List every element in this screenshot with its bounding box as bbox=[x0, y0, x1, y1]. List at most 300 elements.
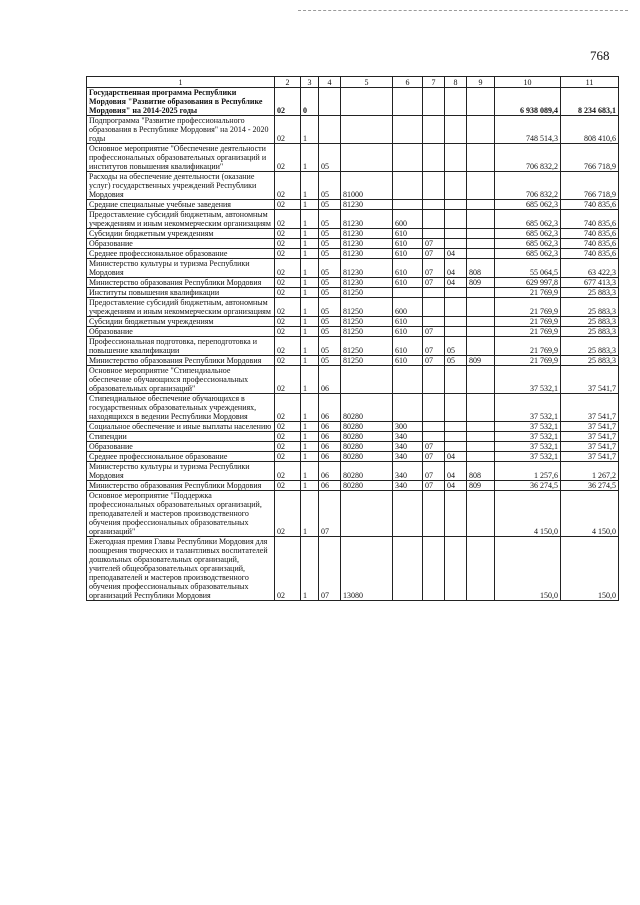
subprogram-cell: 1 bbox=[301, 481, 319, 491]
expense-type-cell bbox=[393, 172, 423, 200]
subprogram-cell: 1 bbox=[301, 537, 319, 601]
section-cell: 07 bbox=[423, 278, 445, 288]
subsection-cell: 04 bbox=[445, 249, 467, 259]
expense-type-cell bbox=[393, 116, 423, 144]
row-name-cell: Среднее профессиональное образование bbox=[87, 249, 275, 259]
ministry-code-cell: 02 bbox=[275, 288, 301, 298]
table-row bbox=[87, 452, 619, 462]
column-header-11: 11 bbox=[561, 77, 619, 88]
amount-2019-cell: 6 938 089,4 bbox=[495, 88, 561, 116]
direction-cell: 80280 bbox=[341, 481, 393, 491]
activity-cell: 05 bbox=[319, 327, 341, 337]
subprogram-cell: 1 bbox=[301, 116, 319, 144]
column-header-1: 1 bbox=[87, 77, 275, 88]
grbs-cell bbox=[467, 537, 495, 601]
grbs-cell bbox=[467, 249, 495, 259]
subsection-cell bbox=[445, 432, 467, 442]
direction-cell: 80280 bbox=[341, 452, 393, 462]
amount-2020-cell: 37 541,7 bbox=[561, 422, 619, 432]
subsection-cell bbox=[445, 210, 467, 229]
amount-2019-cell: 150,0 bbox=[495, 537, 561, 601]
column-header-10: 10 bbox=[495, 77, 561, 88]
direction-cell: 80280 bbox=[341, 432, 393, 442]
amount-2020-cell: 37 541,7 bbox=[561, 452, 619, 462]
table-row bbox=[87, 317, 619, 327]
subprogram-cell: 1 bbox=[301, 422, 319, 432]
expense-type-cell: 610 bbox=[393, 317, 423, 327]
ministry-code-cell: 02 bbox=[275, 298, 301, 317]
grbs-cell: 809 bbox=[467, 481, 495, 491]
amount-2019-cell: 685 062,3 bbox=[495, 229, 561, 239]
table-row bbox=[87, 442, 619, 452]
amount-2020-cell: 25 883,3 bbox=[561, 298, 619, 317]
amount-2019-cell: 4 150,0 bbox=[495, 491, 561, 537]
activity-cell: 05 bbox=[319, 229, 341, 239]
ministry-code-cell: 02 bbox=[275, 537, 301, 601]
table-row bbox=[87, 337, 619, 356]
activity-cell: 06 bbox=[319, 442, 341, 452]
section-cell: 07 bbox=[423, 259, 445, 278]
expense-type-cell bbox=[393, 537, 423, 601]
table-row bbox=[87, 432, 619, 442]
section-cell: 07 bbox=[423, 442, 445, 452]
row-name-cell: Образование bbox=[87, 327, 275, 337]
amount-2020-cell: 37 541,7 bbox=[561, 366, 619, 394]
amount-2019-cell: 37 532,1 bbox=[495, 442, 561, 452]
table-row bbox=[87, 537, 619, 601]
activity-cell: 05 bbox=[319, 200, 341, 210]
table-row bbox=[87, 88, 619, 116]
direction-cell: 81250 bbox=[341, 337, 393, 356]
ministry-code-cell: 02 bbox=[275, 116, 301, 144]
direction-cell: 81250 bbox=[341, 288, 393, 298]
row-name-cell: Средние специальные учебные заведения bbox=[87, 200, 275, 210]
direction-cell bbox=[341, 491, 393, 537]
activity-cell: 07 bbox=[319, 491, 341, 537]
direction-cell bbox=[341, 116, 393, 144]
direction-cell: 81230 bbox=[341, 259, 393, 278]
subprogram-cell: 1 bbox=[301, 317, 319, 327]
activity-cell: 05 bbox=[319, 249, 341, 259]
subsection-cell bbox=[445, 88, 467, 116]
expense-type-cell: 610 bbox=[393, 239, 423, 249]
row-name-cell: Образование bbox=[87, 442, 275, 452]
expense-type-cell: 610 bbox=[393, 229, 423, 239]
amount-2020-cell: 677 413,3 bbox=[561, 278, 619, 288]
grbs-cell bbox=[467, 422, 495, 432]
grbs-cell bbox=[467, 200, 495, 210]
subsection-cell: 04 bbox=[445, 278, 467, 288]
grbs-cell: 809 bbox=[467, 278, 495, 288]
subsection-cell bbox=[445, 172, 467, 200]
amount-2020-cell: 740 835,6 bbox=[561, 210, 619, 229]
ministry-code-cell: 02 bbox=[275, 249, 301, 259]
section-cell: 07 bbox=[423, 327, 445, 337]
amount-2020-cell: 63 422,3 bbox=[561, 259, 619, 278]
column-header-2: 2 bbox=[275, 77, 301, 88]
subprogram-cell: 1 bbox=[301, 229, 319, 239]
expense-type-cell bbox=[393, 144, 423, 172]
amount-2019-cell: 706 832,2 bbox=[495, 172, 561, 200]
activity-cell: 05 bbox=[319, 210, 341, 229]
amount-2019-cell: 685 062,3 bbox=[495, 239, 561, 249]
direction-cell bbox=[341, 88, 393, 116]
row-name-cell: Образование bbox=[87, 239, 275, 249]
row-name-cell: Основное мероприятие "Обеспечение деятельности профессиональных образовательных организаций и институтов повышения квалификации" bbox=[87, 144, 275, 172]
expense-type-cell: 600 bbox=[393, 210, 423, 229]
row-name-cell: Министерство образования Республики Мордовия bbox=[87, 481, 275, 491]
section-cell bbox=[423, 116, 445, 144]
amount-2019-cell: 37 532,1 bbox=[495, 432, 561, 442]
expense-type-cell: 610 bbox=[393, 327, 423, 337]
subsection-cell bbox=[445, 239, 467, 249]
amount-2020-cell: 740 835,6 bbox=[561, 229, 619, 239]
activity-cell: 06 bbox=[319, 422, 341, 432]
subsection-cell bbox=[445, 200, 467, 210]
table-row bbox=[87, 356, 619, 366]
amount-2019-cell: 629 997,8 bbox=[495, 278, 561, 288]
amount-2019-cell: 685 062,3 bbox=[495, 210, 561, 229]
direction-cell: 81250 bbox=[341, 356, 393, 366]
direction-cell: 81230 bbox=[341, 239, 393, 249]
grbs-cell bbox=[467, 394, 495, 422]
section-cell bbox=[423, 366, 445, 394]
amount-2020-cell: 740 835,6 bbox=[561, 239, 619, 249]
subsection-cell bbox=[445, 298, 467, 317]
section-cell bbox=[423, 432, 445, 442]
subprogram-cell: 1 bbox=[301, 172, 319, 200]
amount-2020-cell: 25 883,3 bbox=[561, 288, 619, 298]
amount-2020-cell: 25 883,3 bbox=[561, 327, 619, 337]
section-cell: 07 bbox=[423, 249, 445, 259]
ministry-code-cell: 02 bbox=[275, 88, 301, 116]
subprogram-cell: 1 bbox=[301, 491, 319, 537]
direction-cell bbox=[341, 144, 393, 172]
grbs-cell bbox=[467, 88, 495, 116]
table-row bbox=[87, 116, 619, 144]
ministry-code-cell: 02 bbox=[275, 200, 301, 210]
subprogram-cell: 1 bbox=[301, 356, 319, 366]
ministry-code-cell: 02 bbox=[275, 144, 301, 172]
column-header-9: 9 bbox=[467, 77, 495, 88]
expense-type-cell: 600 bbox=[393, 298, 423, 317]
table-row bbox=[87, 481, 619, 491]
table-row bbox=[87, 327, 619, 337]
subprogram-cell: 0 bbox=[301, 88, 319, 116]
section-cell bbox=[423, 317, 445, 327]
header-row bbox=[87, 77, 619, 88]
table-row bbox=[87, 144, 619, 172]
subsection-cell bbox=[445, 537, 467, 601]
subsection-cell bbox=[445, 144, 467, 172]
section-cell: 07 bbox=[423, 462, 445, 481]
table-row bbox=[87, 422, 619, 432]
direction-cell: 80280 bbox=[341, 422, 393, 432]
row-name-cell: Министерство культуры и туризма Республики Мордовия bbox=[87, 462, 275, 481]
amount-2020-cell: 766 718,9 bbox=[561, 144, 619, 172]
subprogram-cell: 1 bbox=[301, 337, 319, 356]
row-name-cell: Профессиональная подготовка, переподготовка и повышение квалификации bbox=[87, 337, 275, 356]
activity-cell: 05 bbox=[319, 337, 341, 356]
table-row bbox=[87, 298, 619, 317]
activity-cell: 06 bbox=[319, 462, 341, 481]
section-cell bbox=[423, 394, 445, 422]
subsection-cell: 04 bbox=[445, 259, 467, 278]
table-row bbox=[87, 200, 619, 210]
column-header-8: 8 bbox=[445, 77, 467, 88]
ministry-code-cell: 02 bbox=[275, 481, 301, 491]
amount-2019-cell: 21 769,9 bbox=[495, 327, 561, 337]
table-row bbox=[87, 172, 619, 200]
amount-2020-cell: 1 267,2 bbox=[561, 462, 619, 481]
ministry-code-cell: 02 bbox=[275, 442, 301, 452]
amount-2019-cell: 37 532,1 bbox=[495, 366, 561, 394]
row-name-cell: Основное мероприятие "Поддержка профессиональных образовательных организаций, преподавателей и мастеров производственного обучения профессиональных образовательных организаций" bbox=[87, 491, 275, 537]
ministry-code-cell: 02 bbox=[275, 366, 301, 394]
table-row bbox=[87, 394, 619, 422]
activity-cell: 06 bbox=[319, 481, 341, 491]
amount-2019-cell: 55 064,5 bbox=[495, 259, 561, 278]
column-header-6: 6 bbox=[393, 77, 423, 88]
grbs-cell bbox=[467, 337, 495, 356]
row-name-cell: Подпрограмма "Развитие профессионального образования в Республике Мордовия" на 2014 - 2020 годы bbox=[87, 116, 275, 144]
grbs-cell bbox=[467, 491, 495, 537]
column-header-4: 4 bbox=[319, 77, 341, 88]
expense-type-cell: 300 bbox=[393, 422, 423, 432]
activity-cell: 06 bbox=[319, 432, 341, 442]
subsection-cell bbox=[445, 317, 467, 327]
section-cell bbox=[423, 200, 445, 210]
row-name-cell: Субсидии бюджетным учреждениям bbox=[87, 317, 275, 327]
section-cell bbox=[423, 172, 445, 200]
activity-cell: 05 bbox=[319, 288, 341, 298]
table-row bbox=[87, 210, 619, 229]
activity-cell: 05 bbox=[319, 144, 341, 172]
subprogram-cell: 1 bbox=[301, 200, 319, 210]
row-name-cell: Стипендиальное обеспечение обучающихся в государственных образовательных учреждениях, находящихся в ведении Республики Мордовия bbox=[87, 394, 275, 422]
subsection-cell bbox=[445, 366, 467, 394]
amount-2020-cell: 25 883,3 bbox=[561, 317, 619, 327]
grbs-cell bbox=[467, 452, 495, 462]
subprogram-cell: 1 bbox=[301, 442, 319, 452]
expense-type-cell: 340 bbox=[393, 432, 423, 442]
table-row bbox=[87, 229, 619, 239]
direction-cell: 81250 bbox=[341, 298, 393, 317]
subsection-cell bbox=[445, 288, 467, 298]
subsection-cell: 05 bbox=[445, 337, 467, 356]
ministry-code-cell: 02 bbox=[275, 278, 301, 288]
expense-type-cell: 610 bbox=[393, 278, 423, 288]
direction-cell bbox=[341, 366, 393, 394]
amount-2019-cell: 21 769,9 bbox=[495, 317, 561, 327]
subprogram-cell: 1 bbox=[301, 144, 319, 172]
subsection-cell bbox=[445, 229, 467, 239]
amount-2020-cell: 37 541,7 bbox=[561, 442, 619, 452]
activity-cell: 05 bbox=[319, 172, 341, 200]
section-cell bbox=[423, 288, 445, 298]
row-name-cell: Субсидии бюджетным учреждениям bbox=[87, 229, 275, 239]
ministry-code-cell: 02 bbox=[275, 259, 301, 278]
table-row bbox=[87, 259, 619, 278]
amount-2019-cell: 21 769,9 bbox=[495, 288, 561, 298]
activity-cell: 05 bbox=[319, 356, 341, 366]
subsection-cell bbox=[445, 491, 467, 537]
grbs-cell: 809 bbox=[467, 356, 495, 366]
expense-type-cell: 610 bbox=[393, 259, 423, 278]
subprogram-cell: 1 bbox=[301, 394, 319, 422]
table-body bbox=[87, 88, 619, 601]
amount-2019-cell: 706 832,2 bbox=[495, 144, 561, 172]
grbs-cell bbox=[467, 298, 495, 317]
grbs-cell bbox=[467, 366, 495, 394]
section-cell: 07 bbox=[423, 481, 445, 491]
table-row bbox=[87, 288, 619, 298]
expense-type-cell bbox=[393, 200, 423, 210]
subsection-cell bbox=[445, 442, 467, 452]
ministry-code-cell: 02 bbox=[275, 432, 301, 442]
subsection-cell bbox=[445, 422, 467, 432]
amount-2020-cell: 150,0 bbox=[561, 537, 619, 601]
activity-cell: 05 bbox=[319, 259, 341, 278]
grbs-cell bbox=[467, 116, 495, 144]
direction-cell: 81230 bbox=[341, 229, 393, 239]
grbs-cell bbox=[467, 317, 495, 327]
section-cell bbox=[423, 422, 445, 432]
section-cell bbox=[423, 144, 445, 172]
subprogram-cell: 1 bbox=[301, 432, 319, 442]
subprogram-cell: 1 bbox=[301, 278, 319, 288]
amount-2019-cell: 1 257,6 bbox=[495, 462, 561, 481]
grbs-cell bbox=[467, 210, 495, 229]
subprogram-cell: 1 bbox=[301, 239, 319, 249]
section-cell bbox=[423, 229, 445, 239]
expense-type-cell bbox=[393, 491, 423, 537]
section-cell: 07 bbox=[423, 356, 445, 366]
ministry-code-cell: 02 bbox=[275, 452, 301, 462]
row-name-cell: Министерство культуры и туризма Республики Мордовия bbox=[87, 259, 275, 278]
table-row bbox=[87, 249, 619, 259]
activity-cell: 06 bbox=[319, 394, 341, 422]
page-number: 768 bbox=[590, 48, 610, 63]
activity-cell: 06 bbox=[319, 452, 341, 462]
expense-type-cell: 340 bbox=[393, 452, 423, 462]
ministry-code-cell: 02 bbox=[275, 229, 301, 239]
subprogram-cell: 1 bbox=[301, 462, 319, 481]
amount-2019-cell: 21 769,9 bbox=[495, 337, 561, 356]
direction-cell: 81250 bbox=[341, 317, 393, 327]
section-cell bbox=[423, 298, 445, 317]
amount-2019-cell: 36 274,5 bbox=[495, 481, 561, 491]
ministry-code-cell: 02 bbox=[275, 210, 301, 229]
row-name-cell: Ежегодная премия Главы Республики Мордовия для поощрения творческих и талантливых воспитателей дошкольных образовательных организаций, учителей общеобразовательных организаций, преподавателей и мастеров производственного обучения профессиональных образовательных организаций Республики Мордовия bbox=[87, 537, 275, 601]
grbs-cell bbox=[467, 442, 495, 452]
row-name-cell: Расходы на обеспечение деятельности (оказание услуг) государственных учреждений Республики Мордовия bbox=[87, 172, 275, 200]
subprogram-cell: 1 bbox=[301, 366, 319, 394]
subsection-cell: 04 bbox=[445, 452, 467, 462]
subprogram-cell: 1 bbox=[301, 298, 319, 317]
ministry-code-cell: 02 bbox=[275, 172, 301, 200]
table-row bbox=[87, 366, 619, 394]
amount-2019-cell: 685 062,3 bbox=[495, 200, 561, 210]
amount-2020-cell: 740 835,6 bbox=[561, 200, 619, 210]
row-name-cell: Основное мероприятие "Стипендиальное обеспечение обучающихся профессиональных образовательных организаций" bbox=[87, 366, 275, 394]
activity-cell: 05 bbox=[319, 317, 341, 327]
subprogram-cell: 1 bbox=[301, 249, 319, 259]
table-row bbox=[87, 239, 619, 249]
grbs-cell bbox=[467, 229, 495, 239]
row-name-cell: Государственная программа Республики Мордовия "Развитие образования в Республике Мордовия" на 2014-2025 годы bbox=[87, 88, 275, 116]
direction-cell: 81230 bbox=[341, 278, 393, 288]
direction-cell: 81250 bbox=[341, 327, 393, 337]
ministry-code-cell: 02 bbox=[275, 337, 301, 356]
expense-type-cell bbox=[393, 288, 423, 298]
activity-cell: 05 bbox=[319, 239, 341, 249]
ministry-code-cell: 02 bbox=[275, 327, 301, 337]
expense-type-cell: 340 bbox=[393, 442, 423, 452]
subprogram-cell: 1 bbox=[301, 327, 319, 337]
row-name-cell: Социальное обеспечение и иные выплаты населению bbox=[87, 422, 275, 432]
amount-2020-cell: 36 274,5 bbox=[561, 481, 619, 491]
amount-2019-cell: 37 532,1 bbox=[495, 422, 561, 432]
scan-edge-line bbox=[298, 10, 628, 11]
amount-2019-cell: 37 532,1 bbox=[495, 394, 561, 422]
section-cell bbox=[423, 88, 445, 116]
expense-type-cell: 340 bbox=[393, 462, 423, 481]
amount-2019-cell: 748 514,3 bbox=[495, 116, 561, 144]
amount-2020-cell: 8 234 683,1 bbox=[561, 88, 619, 116]
direction-cell: 80280 bbox=[341, 394, 393, 422]
direction-cell: 81230 bbox=[341, 249, 393, 259]
amount-2020-cell: 808 410,6 bbox=[561, 116, 619, 144]
subsection-cell: 05 bbox=[445, 356, 467, 366]
grbs-cell bbox=[467, 144, 495, 172]
ministry-code-cell: 02 bbox=[275, 317, 301, 327]
expense-type-cell: 610 bbox=[393, 337, 423, 356]
subsection-cell: 04 bbox=[445, 481, 467, 491]
amount-2020-cell: 37 541,7 bbox=[561, 432, 619, 442]
activity-cell: 06 bbox=[319, 366, 341, 394]
grbs-cell bbox=[467, 288, 495, 298]
row-name-cell: Предоставление субсидий бюджетным, автономным учреждениям и иным некоммерческим организациям bbox=[87, 298, 275, 317]
grbs-cell bbox=[467, 432, 495, 442]
subprogram-cell: 1 bbox=[301, 259, 319, 278]
subsection-cell bbox=[445, 327, 467, 337]
section-cell bbox=[423, 491, 445, 537]
grbs-cell bbox=[467, 172, 495, 200]
direction-cell: 81000 bbox=[341, 172, 393, 200]
table-row bbox=[87, 278, 619, 288]
ministry-code-cell: 02 bbox=[275, 491, 301, 537]
direction-cell: 80280 bbox=[341, 462, 393, 481]
subprogram-cell: 1 bbox=[301, 288, 319, 298]
ministry-code-cell: 02 bbox=[275, 462, 301, 481]
column-header-5: 5 bbox=[341, 77, 393, 88]
subsection-cell bbox=[445, 116, 467, 144]
amount-2020-cell: 766 718,9 bbox=[561, 172, 619, 200]
section-cell: 07 bbox=[423, 452, 445, 462]
row-name-cell: Министерство образования Республики Мордовия bbox=[87, 356, 275, 366]
row-name-cell: Среднее профессиональное образование bbox=[87, 452, 275, 462]
ministry-code-cell: 02 bbox=[275, 356, 301, 366]
table-row bbox=[87, 491, 619, 537]
expense-type-cell bbox=[393, 88, 423, 116]
amount-2020-cell: 25 883,3 bbox=[561, 337, 619, 356]
grbs-cell: 808 bbox=[467, 462, 495, 481]
column-header-7: 7 bbox=[423, 77, 445, 88]
direction-cell: 80280 bbox=[341, 442, 393, 452]
row-name-cell: Институты повышения квалификации bbox=[87, 288, 275, 298]
row-name-cell: Предоставление субсидий бюджетным, автономным учреждениям и иным некоммерческим организациям bbox=[87, 210, 275, 229]
